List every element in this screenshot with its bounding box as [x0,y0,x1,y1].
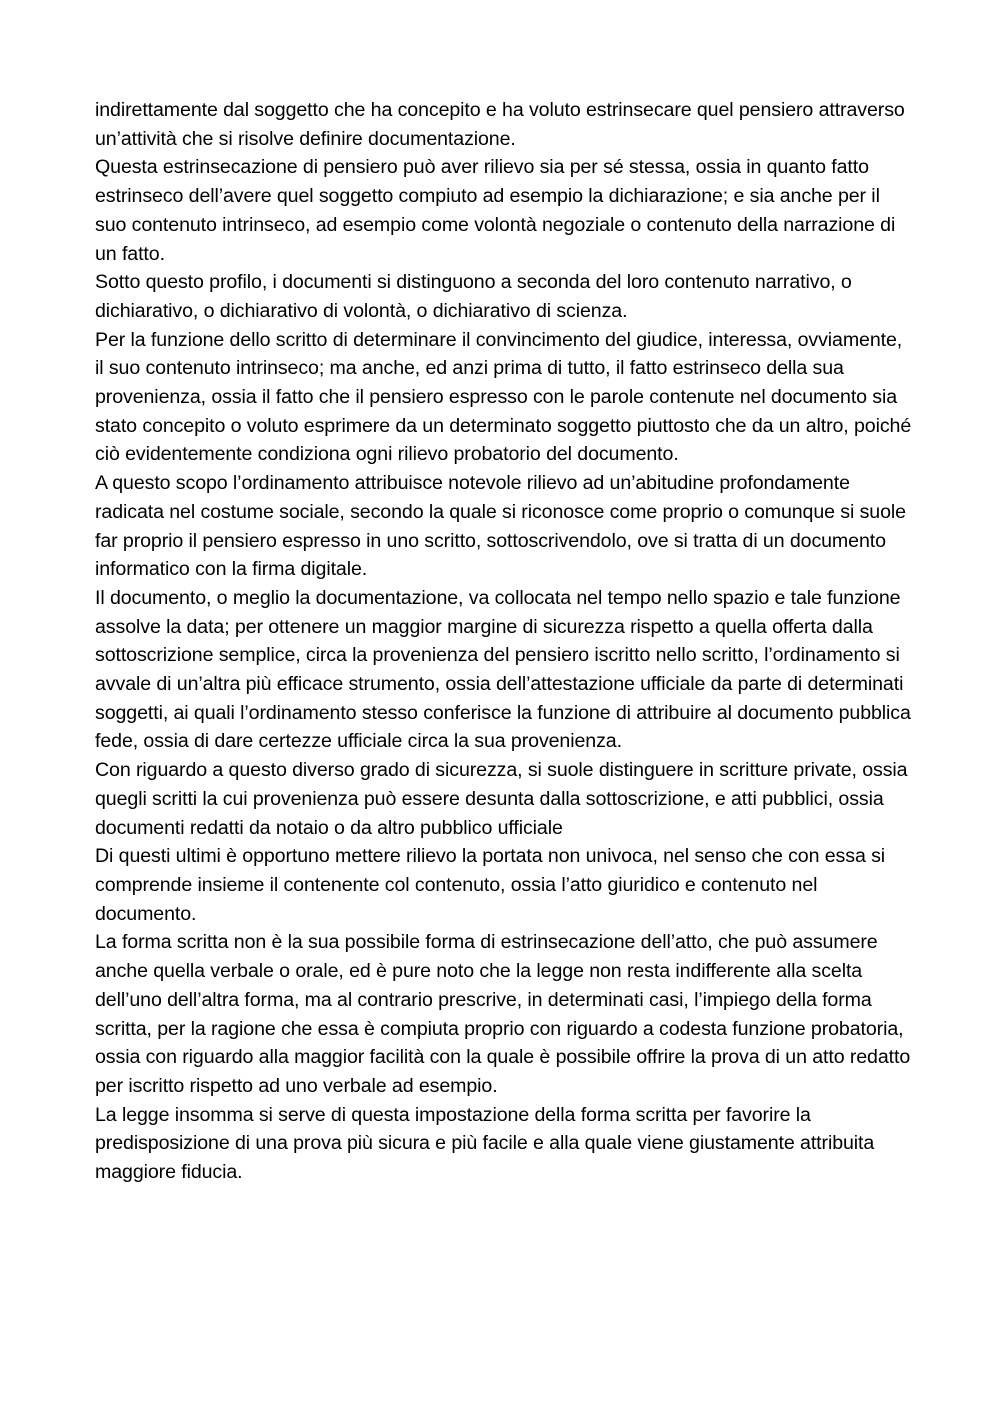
paragraph: La forma scritta non è la sua possibile forma di estrinsecazione dell’atto, che può assumere anche quella verbale o orale, ed è pure noto che la legge non resta indifferente alla scelta dell’uno dell’altra forma, ma al contrario prescrive, in determinati casi, l’impiego della forma scritta, per la ragione che essa è compiuta proprio con riguardo a codesta funzione probatoria, ossia con riguardo alla maggior facilità con la quale è possibile offrire la prova di un atto redatto per iscritto rispetto ad uno verbale ad esempio. [95,931,911,1097]
paragraph: Con riguardo a questo diverso grado di sicurezza, si suole distinguere in scritture private, ossia quegli scritti la cui provenienza può essere desunta dalla sottoscrizione, e atti pubblici, ossia documenti redatti da notaio o da altro pubblico ufficiale [95,759,908,839]
paragraph: La legge insomma si serve di questa impostazione della forma scritta per favorire la predisposizione di una prova più sicura e più facile e alla quale viene giustamente attribuita maggiore fiducia. [95,1103,875,1184]
paragraph: Il documento, o meglio la documentazione, va collocata nel tempo nello spazio e tale funzione assolve la data; per ottenere un maggior margine di sicurezza rispetto a quella offerta dalla sottoscrizione semplice, circa la provenienza del pensiero iscritto nello scritto, l’ordinamento si avvale di un’altra più efficace strumento, ossia dell’attestazione ufficiale da parte di determinati soggetti, ai quali l’ordinamento stesso conferisce la funzione di attribuire al documento pubblica fede, ossia di dare certezze ufficiale circa la sua provenienza. [95,586,911,753]
paragraph: indirettamente dal soggetto che ha concepito e ha voluto estrinsecare quel pensiero attraverso un’attività che si risolve definire documentazione. [95,99,905,150]
paragraph: Per la funzione dello scritto di determinare il convincimento del giudice, interessa, ovviamente, il suo contenuto intrinseco; ma anche, ed anzi prima di tutto, il fatto estrinseco della sua provenienza, ossia il fatto che il pensiero espresso con le parole contenute nel documento sia stato concepito o voluto esprimere da un determinato soggetto piuttosto che da un altro, poiché ciò evidentemente condiziona ogni rilievo probatorio del documento. [95,328,912,466]
document-body [95,96,915,1187]
paragraph: Sotto questo profilo, i documenti si distinguono a seconda del loro contenuto narrativo, o dichiarativo, o dichiarativo di volontà, o dichiarativo di scienza. [95,271,852,322]
paragraph: Questa estrinsecazione di pensiero può aver rilievo sia per sé stessa, ossia in quanto fatto estrinseco dell’avere quel soggetto compiuto ad esempio la dichiarazione; e sia anche per il suo contenuto intrinseco, ad esempio come volontà negoziale o contenuto della narrazione di un fatto. [95,156,896,265]
paragraph: Di questi ultimi è opportuno mettere rilievo la portata non univoca, nel senso che con essa si comprende insieme il contenente col contenuto, ossia l’atto giuridico e contenuto nel documento. [95,845,886,925]
paragraph: A questo scopo l’ordinamento attribuisce notevole rilievo ad un’abitudine profondamente radicata nel costume sociale, secondo la quale si riconosce come proprio o comunque si suole far proprio il pensiero espresso in uno scritto, sottoscrivendolo, ove si tratta di un documento informatico con la firma digitale. [95,472,906,581]
